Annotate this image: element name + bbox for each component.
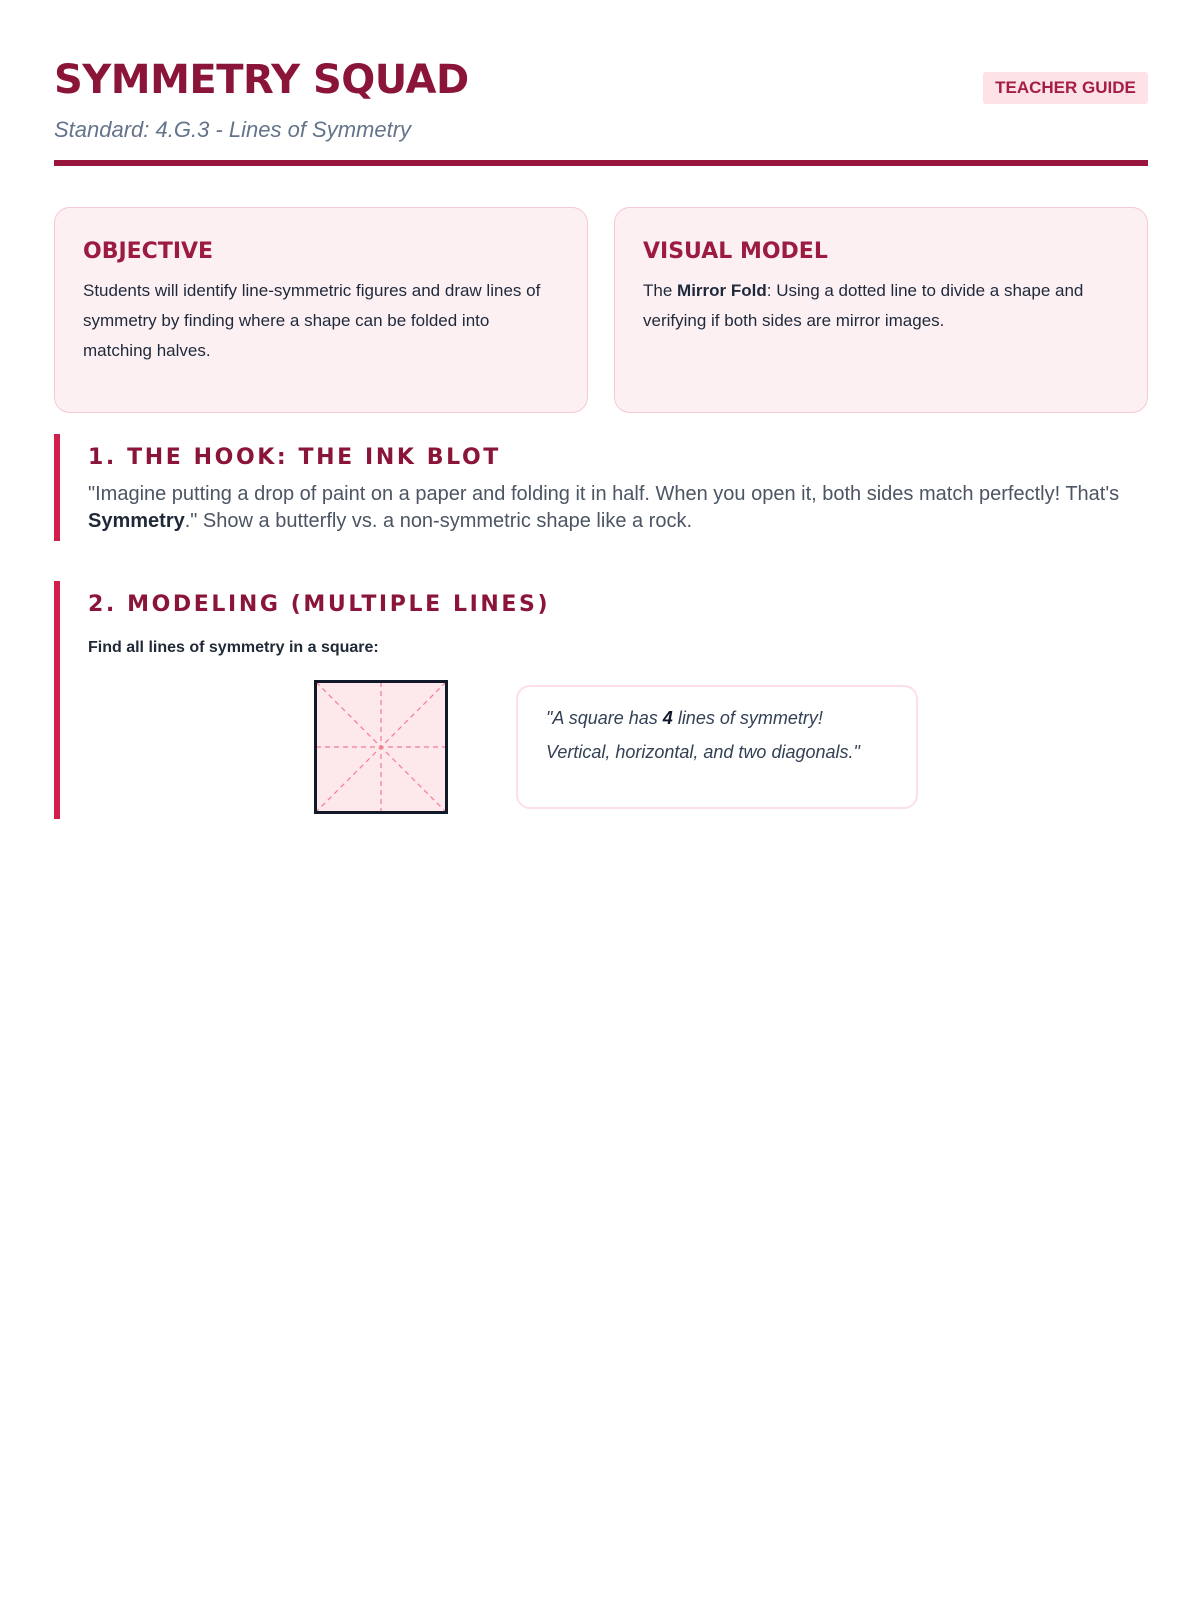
visual-model-card [614, 207, 1148, 413]
mirror-fold-term: Mirror Fold [677, 281, 767, 300]
quote-before: "A square has [546, 708, 663, 728]
quote-after: lines of symmetry! Vertical, horizontal, and two diagonals." [546, 708, 860, 762]
hook-text-before: "Imagine putting a drop of paint on a paper and folding it in half. When you open it, both sides match perfectly! That's [88, 483, 1120, 505]
objective-text: Students will identify line-symmetric figures and draw lines of symmetry by finding where a shape can be folded into matching halves. [83, 281, 541, 360]
modeling-section [54, 581, 1154, 819]
hook-text-after: ." Show a butterfly vs. a non-symmetric shape like a rock. [184, 510, 693, 532]
standard-subtitle: Standard: 4.G.3 - Lines of Symmetry [54, 117, 412, 142]
teacher-guide-badge: TEACHER GUIDE [983, 72, 1148, 104]
hook-heading: 1. THE HOOK: THE INK BLOT [88, 445, 501, 470]
square-symmetry-diagram [314, 680, 448, 814]
visual-model-text [643, 276, 1121, 336]
objective-card [54, 207, 588, 413]
hook-section [54, 434, 1154, 541]
page-title: SYMMETRY SQUAD [54, 57, 469, 103]
modeling-prompt: Find all lines of symmetry in a square: [88, 639, 379, 656]
square-quote-box [516, 685, 918, 809]
lesson-page [54, 0, 1148, 1600]
modeling-heading: 2. MODELING (MULTIPLE LINES) [88, 592, 551, 617]
hook-text [88, 481, 1148, 535]
symmetry-term: Symmetry [88, 510, 185, 532]
visual-model-heading: VISUAL MODEL [643, 239, 828, 264]
visual-model-description: : Using a dotted line to divide a shape and verifying if both sides are mirror images. [643, 281, 1084, 330]
visual-model-intro: The [643, 281, 678, 300]
header-divider [54, 160, 1148, 166]
objective-heading: OBJECTIVE [83, 239, 214, 264]
quote-number: 4 [662, 708, 673, 728]
